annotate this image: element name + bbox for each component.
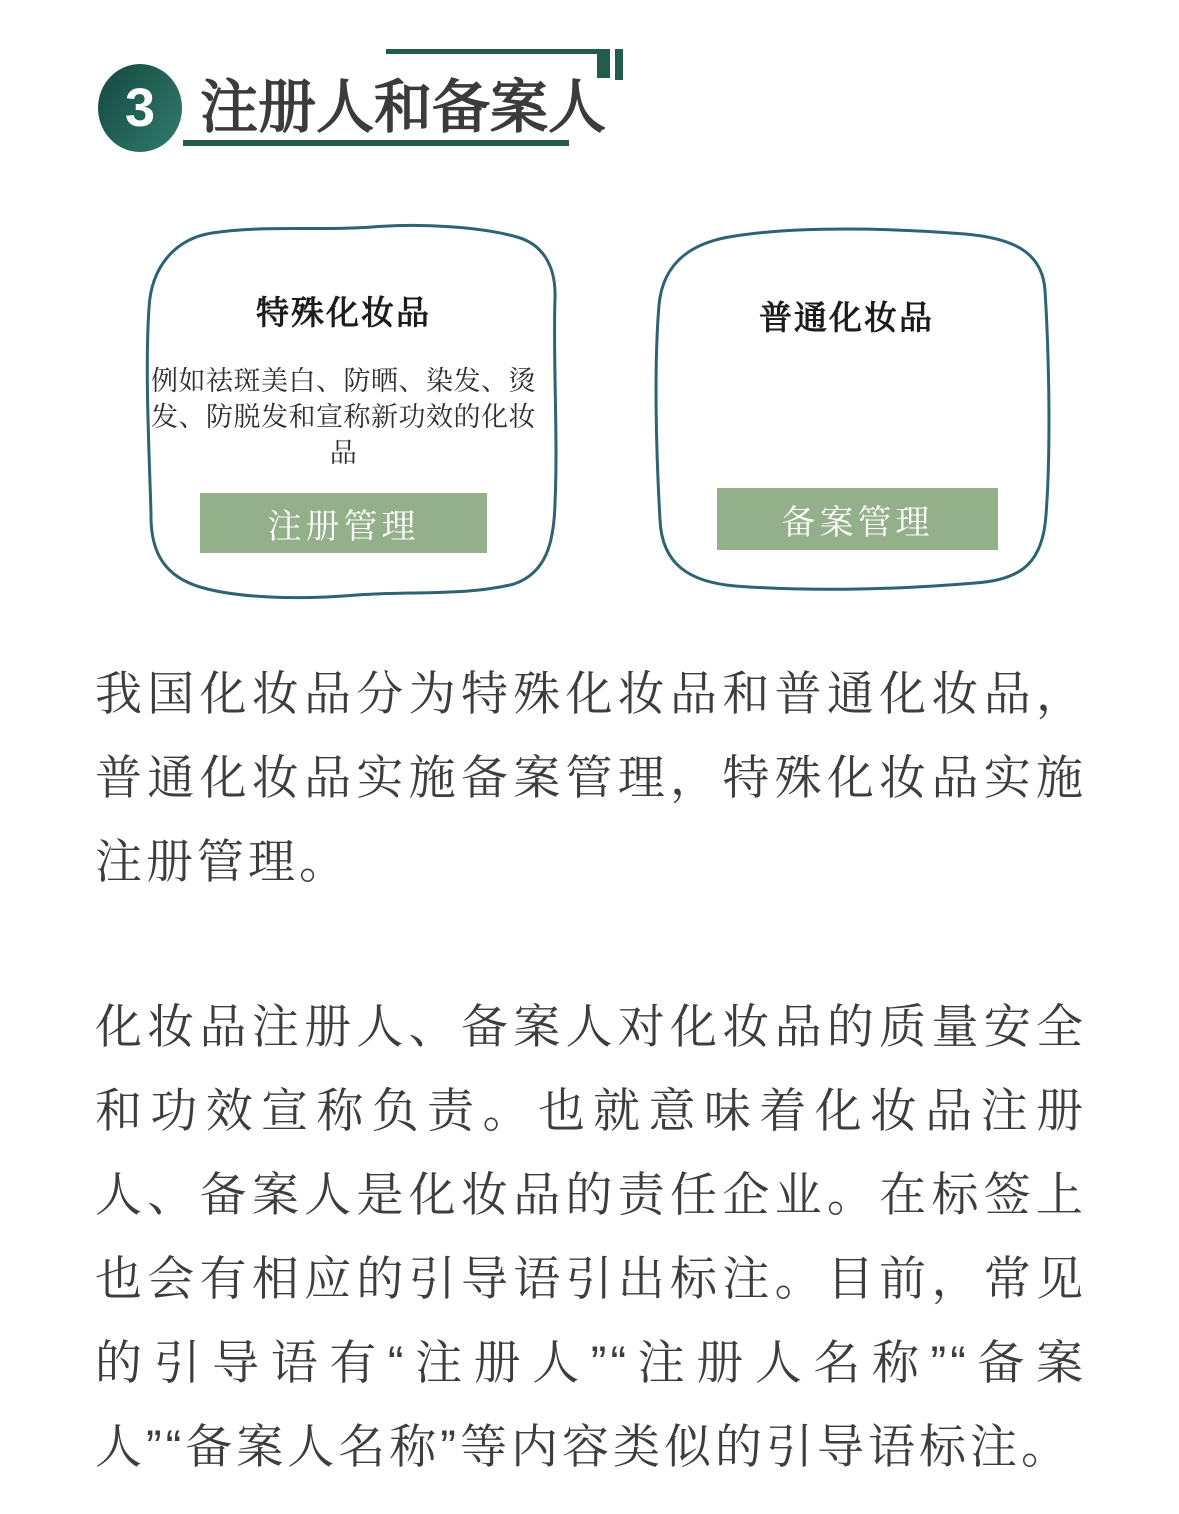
filing-management-button[interactable]: 备案管理 xyxy=(717,488,998,550)
section-title: 注册人和备案人 xyxy=(200,75,607,140)
ordinary-cosmetics-card xyxy=(630,220,1063,600)
card-title: 普通化妆品 xyxy=(759,299,934,336)
title-underline xyxy=(183,140,569,146)
body-paragraph-1: 我国化妆品分为特殊化妆品和普通化妆品，普通化妆品实施备案管理，特殊化妆品实施注册管理。 xyxy=(95,667,1087,888)
corner-accent-line xyxy=(386,49,597,54)
special-cosmetics-card xyxy=(122,213,565,612)
section-number: 3 xyxy=(124,78,156,138)
card-title: 特殊化妆品 xyxy=(256,294,431,331)
body-paragraph-2: 化妆品注册人、备案人对化妆品的质量安全和功效宣称负责。也就意味着化妆品注册人、备案人是化妆品的责任企业。在标签上也会有相应的引导语引出标注。目前，常见的引导语有“注册人”“注册人名称”“备案人”“备案人名称”等内容类似的引导语标注。 xyxy=(95,1000,1087,1473)
card-description xyxy=(148,363,539,471)
section-number-badge xyxy=(98,64,182,152)
corner-accent-bar-thin xyxy=(615,49,623,80)
card-description-line: 例如祛斑美白、防晒、染发、烫 xyxy=(151,366,536,396)
registration-management-button[interactable]: 注册管理 xyxy=(200,493,487,553)
card-description-line: 发、防脱发和宣称新功效的化妆品 xyxy=(151,402,536,468)
